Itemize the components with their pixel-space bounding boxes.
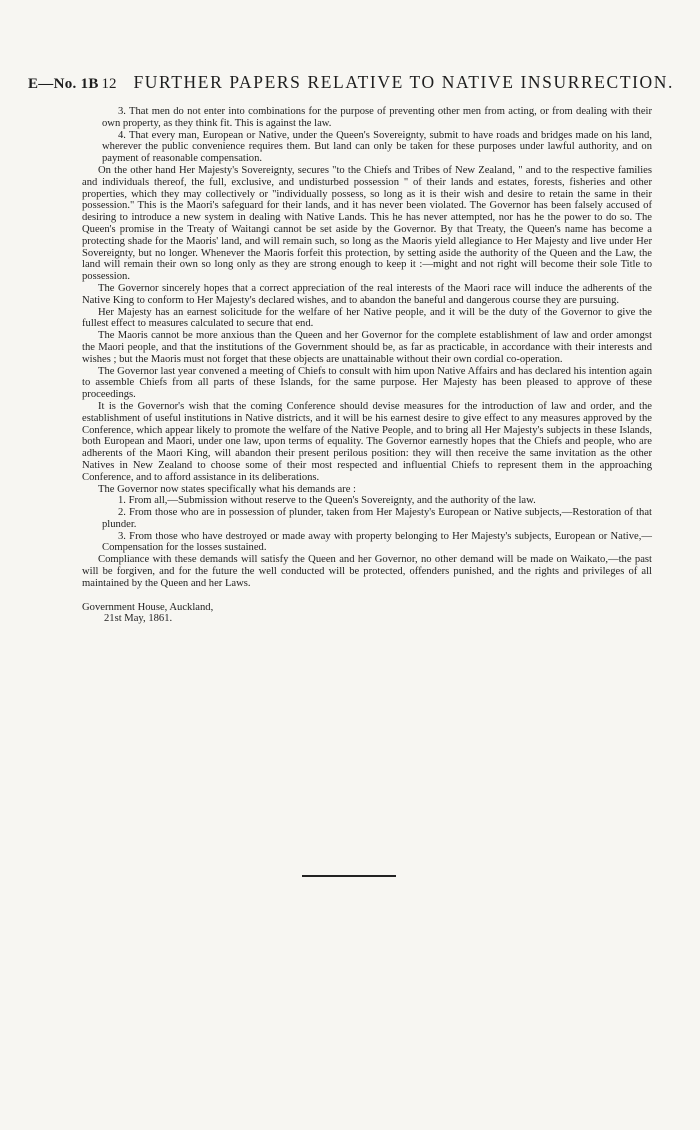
demand-1: 1. From all,—Submission without reserve to the Queen's Sovereignty, and the authority of the law. (118, 495, 536, 507)
paragraph-demands-intro: The Governor now states specifically what his demands are : (98, 483, 356, 495)
paragraph-law-and-order: The Maoris cannot be more anxious than the Queen and her Governor for the complete establishment of law and order amongst the Maori people, and that the institutions of the Government should be, as far as practicable, in accordance with their interests and wishes ; but the Maoris must not forget that these objects are unattainable without their own cordial co-operation. (82, 330, 652, 365)
signature-date: 21st May, 1861. (104, 613, 173, 625)
paragraph-solicitude: Her Majesty has an earnest solicitude for the welfare of her Native people, and it will be the duty of the Governor to give the fullest effect to measures calculated to secure that end. (82, 306, 652, 330)
paragraph-appreciation: The Governor sincerely hopes that a correct appreciation of the real interests of the Maori race will induce the adherents of the Native King to conform to Her Majesty's declared wishes, and to abandon the baneful and dangerous course they are pursuing. (82, 282, 652, 306)
closing-rule (302, 875, 396, 877)
document-body (82, 106, 652, 625)
paragraph-conference: It is the Governor's wish that the coming Conference should devise measures for the introduction of law and order, and the establishment of useful institutions in Native districts, and it will be his earnest desire to give effect to any measures approved by the Conference, which appear likely to promote the welfare of the Native People, and to bring all Her Majesty's subjects in these Islands, both European and Maori, under one law, upon terms of equality. The Governor earnestly hopes that the Chiefs and people, who are adherents of the Maori King, will abandon their present perilous position: they will then receive the same invitation as the other Natives in New Zealand to choose some of their most respected and influential Chiefs to represent them in the approaching Conference, and to afford assistance in its deliberations. (82, 400, 652, 483)
paper-reference: E—No. 1B (28, 76, 99, 92)
numbered-item-3: 3. That men do not enter into combinations for the purpose of preventing other men from acting, or from dealing with their own property, as they think fit. This is against the law. (102, 106, 652, 129)
paragraph-closing: Compliance with these demands will satisfy the Queen and her Governor, no other demand will be made on Waikato,—the past will be forgiven, and for the future the well conducted will be protected, offenders punished, and the rights and privileges of all maintained by the Queen and her Laws. (82, 554, 652, 589)
paragraph-meeting-of-chiefs: The Governor last year convened a meeting of Chiefs to consult with him upon Native Affairs and has declared his intention again to assemble Chiefs from all parts of these Islands, for the same purpose. Her Majesty has been pleased to approve of these proceedings. (82, 365, 652, 401)
page-number: 12 (101, 76, 117, 92)
numbered-item-4: 4. That every man, European or Native, under the Queen's Sovereignty, submit to have roads and bridges made on his land, wherever the public convenience requires them. But land can only be taken for these purposes under lawful authority, and on payment of reasonable compensation. (102, 129, 652, 165)
running-title: FURTHER PAPERS RELATIVE TO NATIVE INSURRECTION. (133, 72, 674, 92)
signature-block (82, 602, 652, 626)
page-header (28, 72, 674, 96)
demand-2: 2. From those who are in possession of plunder, taken from Her Majesty's European or Native subjects,—Restoration of that plunder. (102, 507, 652, 530)
signature-place: Government House, Auckland, (82, 601, 214, 613)
demand-3: 3. From those who have destroyed or made away with property belonging to Her Majesty's subjects, European or Native,—Compensation for the losses sustained. (102, 530, 652, 554)
paragraph-sovereignty: On the other hand Her Majesty's Sovereignty, secures "to the Chiefs and Tribes of New Zealand, " and to the respective families and individuals thereof, the full, exclusive, and undisturbed possession " of their lands and estates, forests, fisheries and other properties, which they may collectively or "individually possess, so long as it is their wish and desire to retain the same in their possession." This is the Maori's safeguard for their lands, and it has never been violated. The Governor has been falsely accused of desiring to introduce a new system in dealing with Native Lands. This he has never attempted, nor has he the power to do so. The Queen's promise in the Treaty of Waitangi cannot be set aside by the Governor. By that Treaty, the Queen's name has become a protecting shade for the Maoris' land, and will remain such, so long as the Maoris yield allegiance to Her Majesty and live under Her Sovereignty, but no longer. Whenever the Maoris forfeit this protection, by setting aside the authority of the Queen and the Law, the land will remain their own so long only as they are strong enough to keep it :—might and not right will become their sole Title to possession. (82, 164, 652, 283)
